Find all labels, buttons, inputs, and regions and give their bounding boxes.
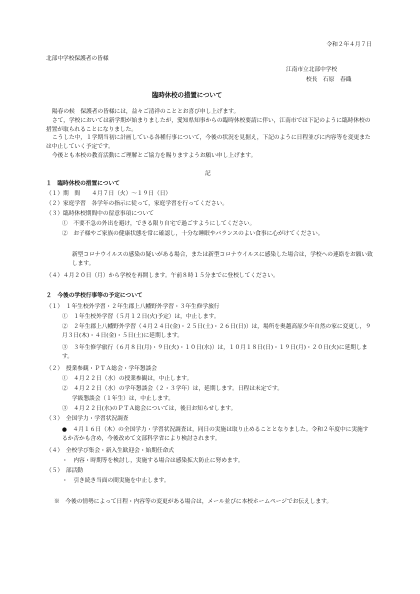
section2-item: ・ 引き続き当面の間実施を中止します。 <box>62 478 170 484</box>
addressee: 北部中学校保護者の皆様 <box>46 56 109 62</box>
intro-paragraph: さて，学校においては新学期が始まりましたが，愛知県知事からの臨時休校要請に伴い，江南市では下記のように臨時休校の措置が取られることになりました。 <box>46 117 371 133</box>
date: 令和２年４月７日 <box>326 42 372 48</box>
section1-item: （３）臨時休校期間中の留意事項について <box>46 211 154 217</box>
section2-heading: ２ 今後の学校行事等の予定について <box>46 293 143 299</box>
section2-item: （４） 全校学び集会・新入生歓迎会・始期任命式 <box>46 448 174 454</box>
section2-item: ● ４月１６日（木）の全国学力・学習状況調査は，同日の実施は取り止めることとなりました。令和２年度中に実施するか否かも含め，今後改めて文部科学省により検討されます。 <box>62 427 369 442</box>
section2-item: （５） 部活動 <box>46 468 83 474</box>
section1-item: 新型コロナウイルスの感染の疑いがある場合，または新型コロナウイルスに感染した場合は，学校への連絡をお願い致します。 <box>72 252 373 267</box>
intro-paragraph: 今後とも本校の教育活動にご理解とご協力を賜りますようお願い申し上げます。 <box>52 153 257 160</box>
intro-paragraph: 陽春の候 保護者の皆様には，益々ご清祥のこととお喜び申し上げます。 <box>52 109 240 115</box>
document-title: 臨時休校の措置について <box>152 91 223 99</box>
principal-name: 校長 石原 春織 <box>306 77 352 83</box>
section1-item: ② お子様やご家族の健康状態を常に確認し，十分な睡眠やバランスのよい食事に心がけてください。 <box>62 231 324 237</box>
section2-item: （１） １年生校外学習・２年生郡上八幡野外学習・３年生修学旅行 <box>46 304 220 310</box>
section2-item: （３） 全国学力・学習状況調査 <box>46 416 129 422</box>
section2-item: （２） 授業参観・ＰＴＡ総会・学年懇談会 <box>46 366 157 372</box>
school-name: 江南市立北部中学校 <box>286 67 338 73</box>
section1-item: （２）家庭学習 各学年の指示に従って，家庭学習を行ってください。 <box>46 201 228 207</box>
section2-item: ② ４月２２日（水）の学年懇談会（２・３学年）は，延期します。日程は未定です。 <box>62 386 283 392</box>
intro-text <box>46 108 376 161</box>
section2-item: ③ ４月２２日(水)のＰＴＡ総会については，後日お知らせします。 <box>62 406 237 412</box>
section1-item: （４）４月２０日（月）から学校を再開します。午前８時１５分までに登校してください。 <box>46 273 279 279</box>
section2-item: 学級懇談会（１年生）は，中止します。 <box>72 396 174 402</box>
section2-item: ① ４月２２日（水）の授業参観は，中止します。 <box>62 376 193 382</box>
section2-item: ① １年生校外学習（５月１２日(火)予定）は，中止します。 <box>62 314 220 320</box>
section2-item: ② ２年生郡上八幡野外学習（４月２４日(金)・２５日(土)・２６日(日)）は，場所を奥越高原少年自然の家に変更し，９月３日(木)・４日(金)・５日(土)に延期します。 <box>62 324 372 339</box>
section1-item: （１）期 間 ４月７日（火）〜１９日（日） <box>46 191 172 197</box>
section1-item: ① 不要不急の外出を避け，できる限り自宅で過ごすようにしてください。 <box>62 221 256 227</box>
intro-paragraph: こうした中，１学期当初に計画している各種行事について，今後の状況を見据え，下記のように日程並びに内容等を変更または中止していく予定です。 <box>46 135 371 151</box>
section2-item: ③ ３年生修学旅行（６月８日(月)・９日(火)・１０日(水)）は，１０月１８日(日)・１９日(月)・２０日(火)に延期します。 <box>62 345 368 360</box>
section2-item: ・ 内容・時期等を検討し，実施する場合は感染拡大防止に努めます。 <box>62 458 244 464</box>
section1-heading: １ 臨時休校の措置について <box>46 181 120 187</box>
ki-mark: 記 <box>205 171 211 177</box>
closing-note: ※ 今後の情勢によって日程・内容等の変更がある場合は，メール並びに本校ホームページでお伝えします。 <box>54 499 333 505</box>
